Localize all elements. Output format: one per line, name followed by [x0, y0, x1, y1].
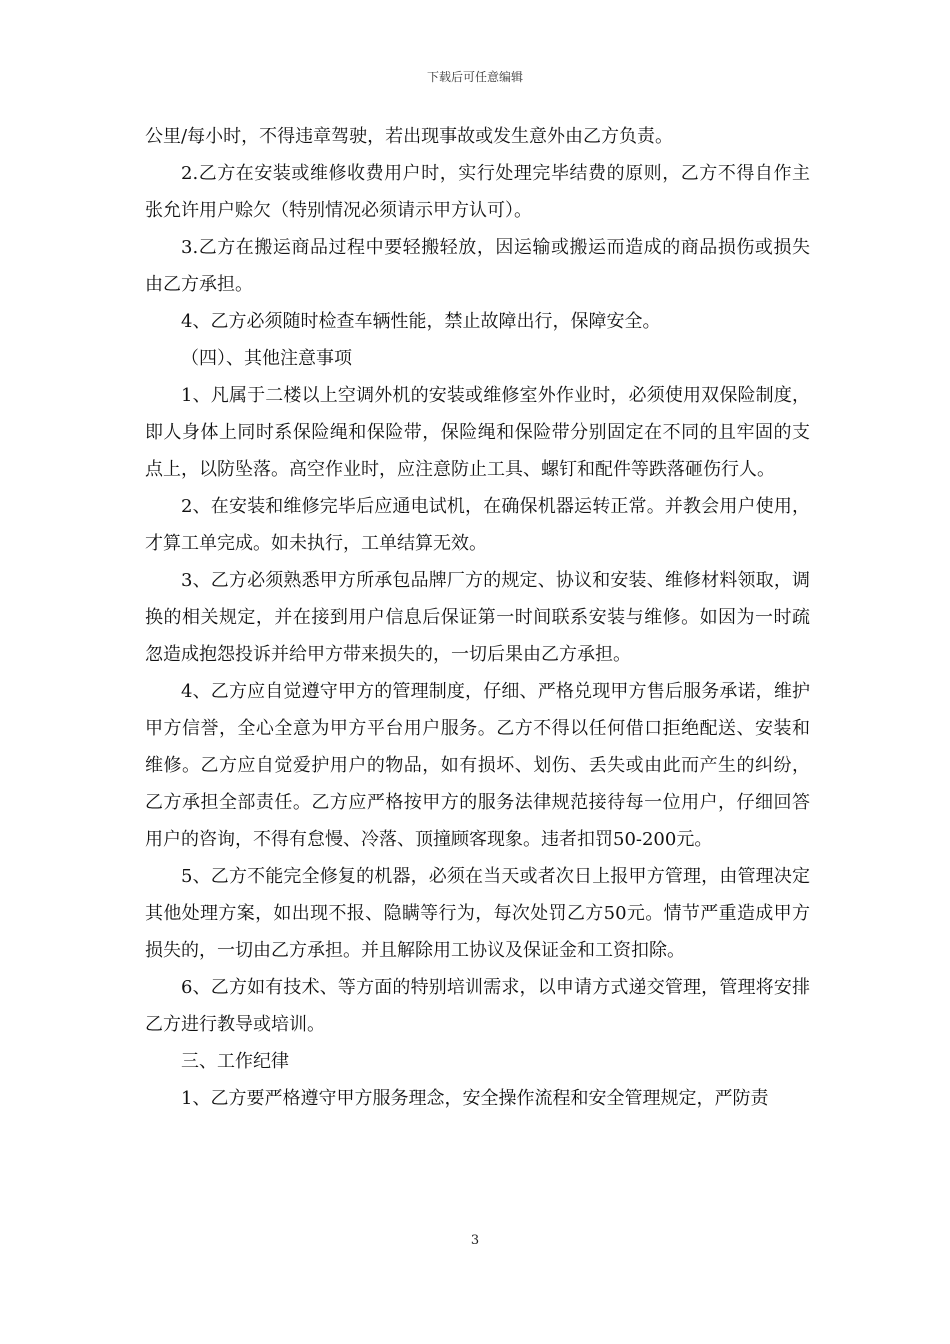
paragraph: 3.乙方在搬运商品过程中要轻搬轻放，因运输或搬运而造成的商品损伤或损失由乙方承担。	[145, 237, 810, 295]
paragraph: 公里/每小时，不得违章驾驶，若出现事故或发生意外由乙方负责。	[145, 126, 674, 147]
paragraph: 2、在安装和维修完毕后应通电试机，在确保机器运转正常。并教会用户使用，才算工单完成。如未执行，工单结算无效。	[145, 496, 810, 554]
document-body	[145, 118, 810, 1117]
page-number: 3	[470, 1233, 480, 1248]
section-heading: 三、工作纪律	[181, 1051, 289, 1072]
paragraph: 2.乙方在安装或维修收费用户时，实行处理完毕结费的原则，乙方不得自作主张允许用户赊欠（特别情况必须请示甲方认可）。	[145, 163, 810, 221]
paragraph: 1、乙方要严格遵守甲方服务理念，安全操作流程和安全管理规定，严防责	[181, 1088, 769, 1109]
paragraph: 4、乙方应自觉遵守甲方的管理制度，仔细、严格兑现甲方售后服务承诺，维护甲方信誉，全心全意为甲方平台用户服务。乙方不得以任何借口拒绝配送、安装和维修。乙方应自觉爱护用户的物品，如有损坏、划伤、丢失或由此而产生的纠纷，乙方承担全部责任。乙方应严格按甲方的服务法律规范接待每一位用户，仔细回答用户的咨询，不得有怠慢、冷落、顶撞顾客现象。违者扣罚50-200元。	[145, 681, 810, 850]
paragraph: 3、乙方必须熟悉甲方所承包品牌厂方的规定、协议和安装、维修材料领取，调换的相关规定，并在接到用户信息后保证第一时间联系安装与维修。如因为一时疏忽造成抱怨投诉并给甲方带来损失的，一切后果由乙方承担。	[145, 570, 810, 665]
paragraph: 4、乙方必须随时检查车辆性能，禁止故障出行，保障安全。	[181, 311, 661, 332]
paragraph: 6、乙方如有技术、等方面的特别培训需求，以申请方式递交管理，管理将安排乙方进行教导或培训。	[145, 977, 810, 1035]
page-header: 下载后可任意编辑	[426, 70, 523, 84]
paragraph: 1、凡属于二楼以上空调外机的安装或维修室外作业时，必须使用双保险制度，即人身体上同时系保险绳和保险带，保险绳和保险带分别固定在不同的且牢固的支点上，以防坠落。高空作业时，应注意防止工具、螺钉和配件等跌落砸伤行人。	[145, 385, 810, 480]
section-heading: （四）、其他注意事项	[181, 348, 352, 369]
paragraph: 5、乙方不能完全修复的机器，必须在当天或者次日上报甲方管理，由管理决定其他处理方案，如出现不报、隐瞒等行为，每次处罚乙方50元。情节严重造成甲方损失的，一切由乙方承担。并且解除用工协议及保证金和工资扣除。	[145, 866, 810, 961]
